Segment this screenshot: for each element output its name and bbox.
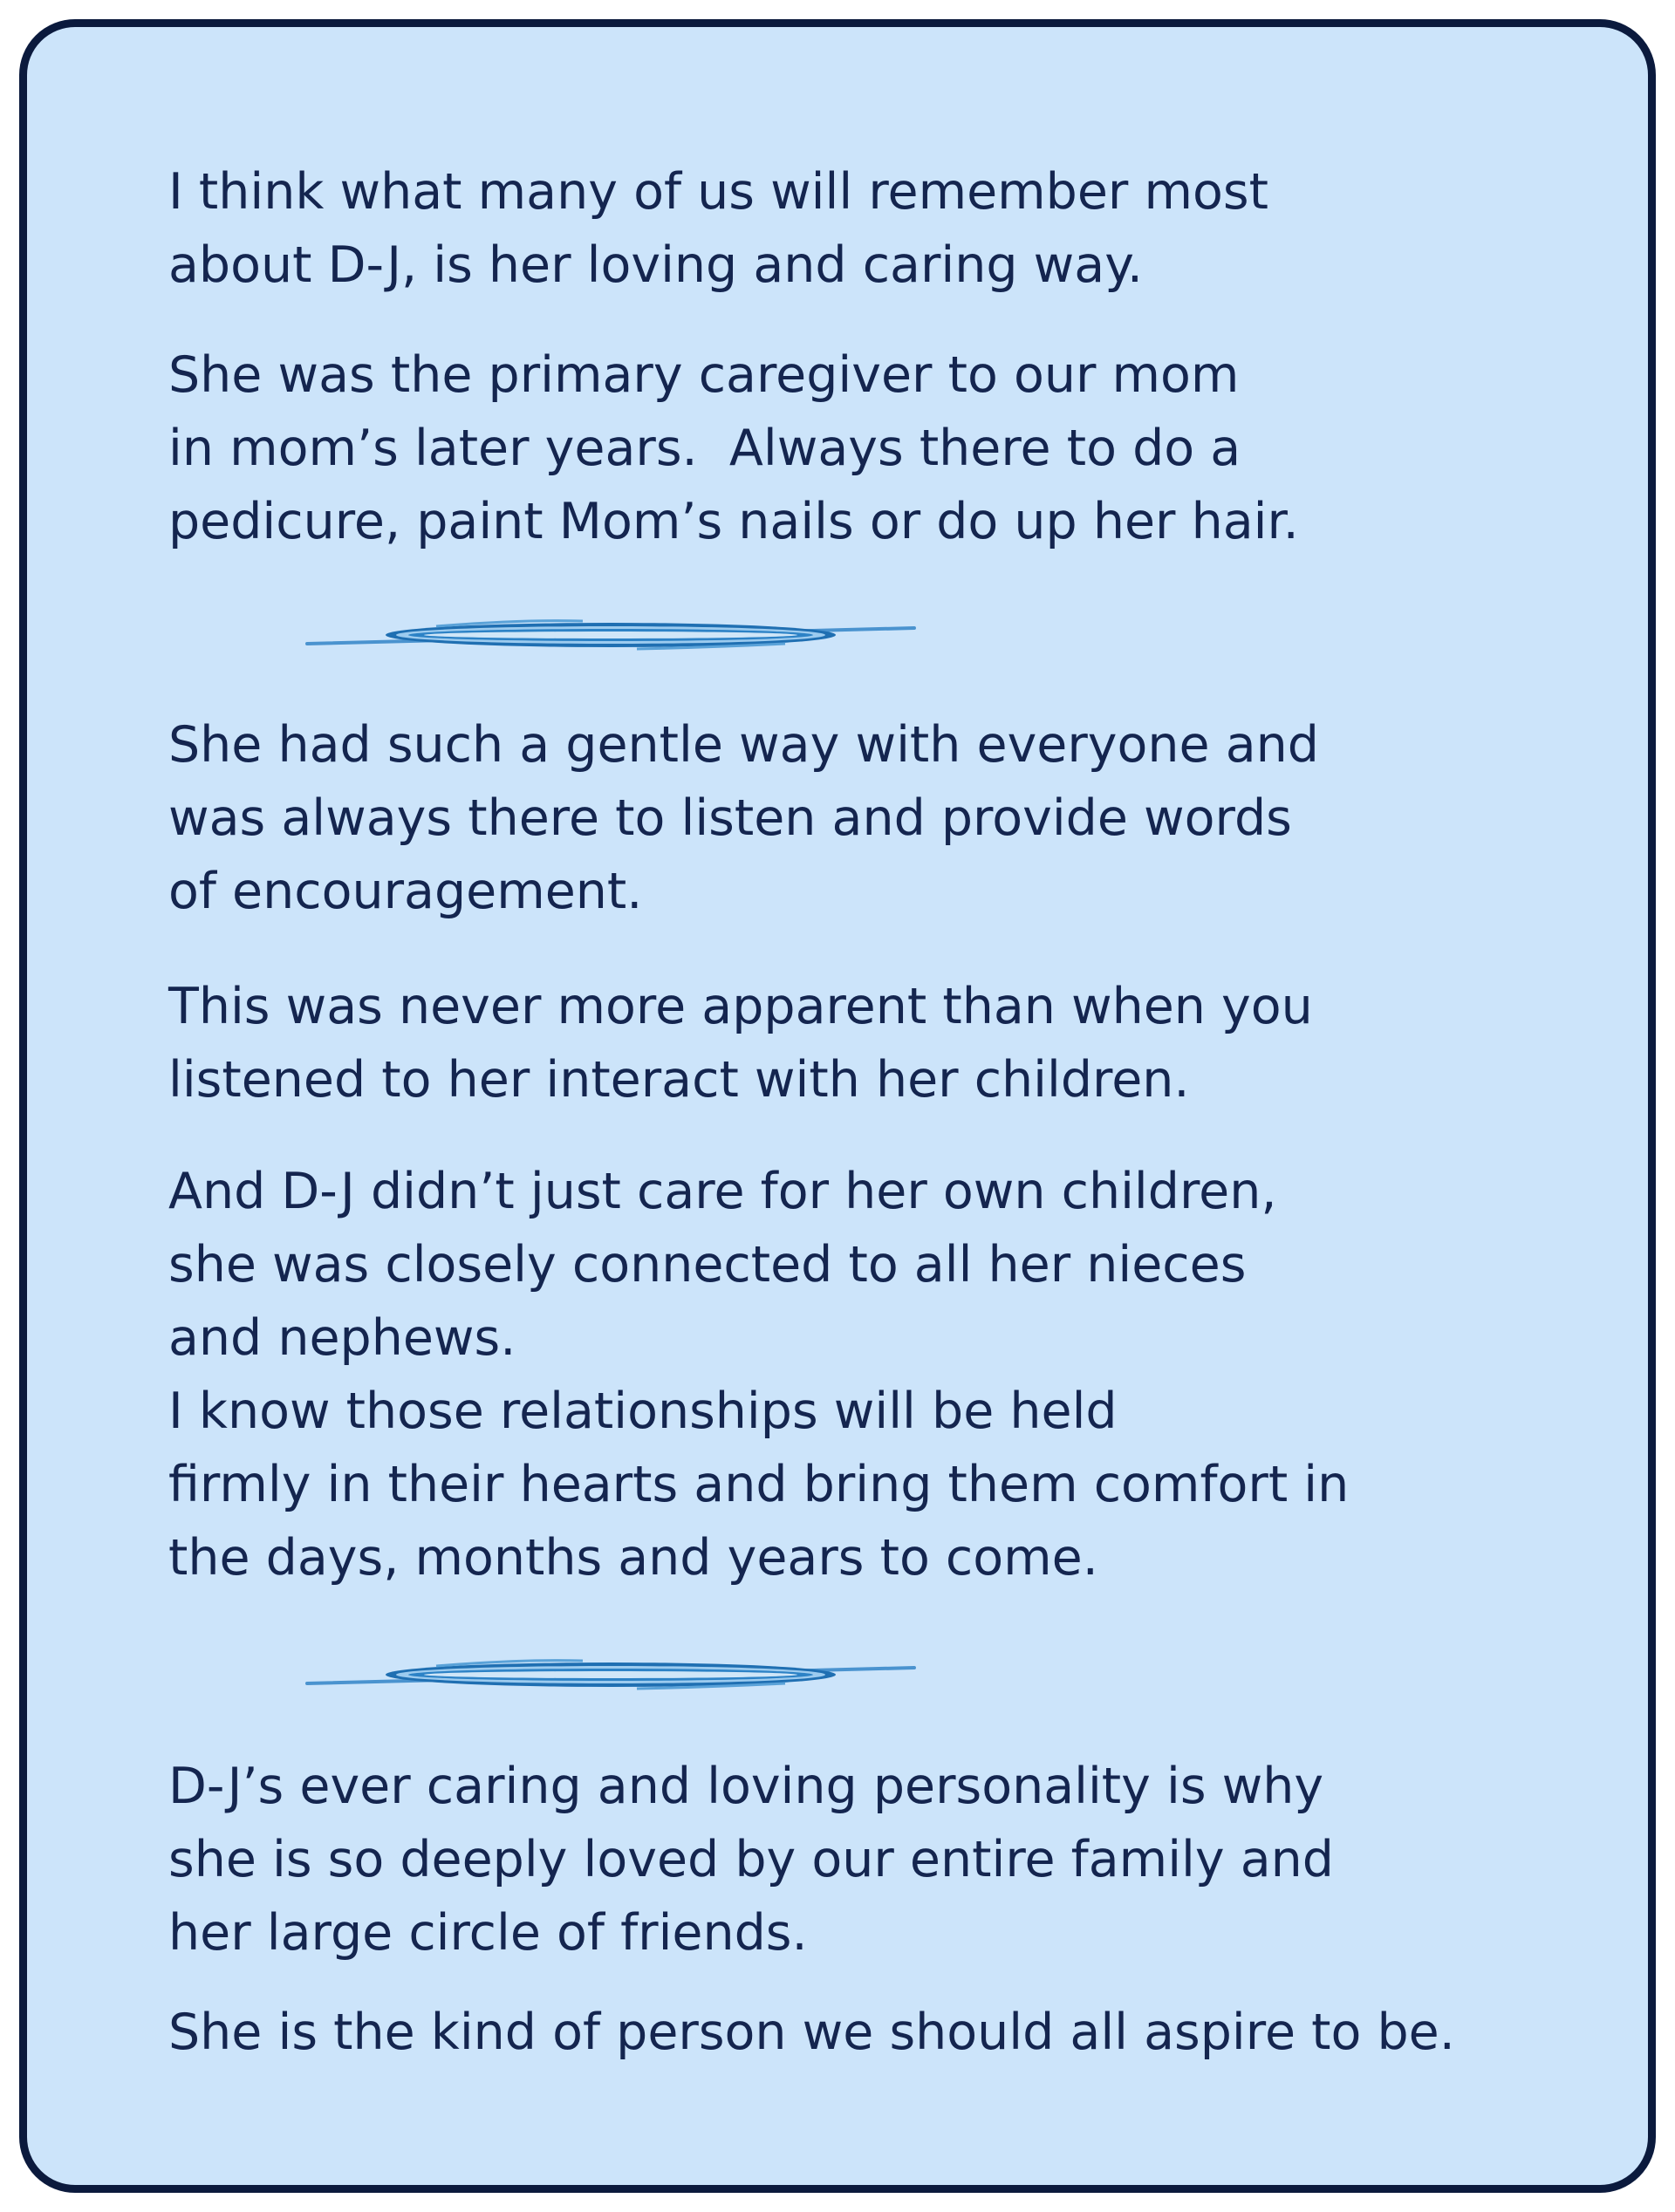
paragraph-personality: D-J’s ever caring and loving personality is why she is so deeply loved by our entire family and her large circle of friends.: [168, 1758, 1334, 1962]
paragraph-aspire: She is the kind of person we should all aspire to be.: [168, 2004, 1455, 2061]
paragraph-remember: I think what many of us will remember most about D-J, is her loving and caring way.: [168, 163, 1268, 294]
paragraph-children: This was never more apparent than when you listened to her interact with her children.: [168, 978, 1313, 1109]
paragraph-gentle: She had such a gentle way with everyone and was always there to listen and provide words of encouragement.: [168, 716, 1319, 920]
paragraph-nieces-nephews: And D-J didn’t just care for her own children, she was closely connected to all her nieces and nephews. I know those relationships will be held firmly in their hearts and bring them comfort in the days, months and years to come.: [168, 1163, 1350, 1587]
ornamental-divider: [305, 616, 916, 654]
paragraph-caregiver: She was the primary caregiver to our mom in mom’s later years. Always there to do a pedicure, paint Mom’s nails or do up her hair.: [168, 346, 1299, 550]
ornamental-divider: [305, 1656, 916, 1694]
